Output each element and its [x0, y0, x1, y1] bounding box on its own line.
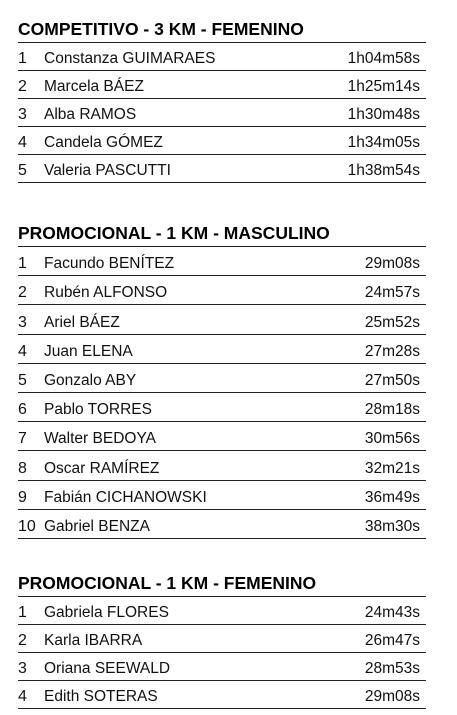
section-title: PROMOCIONAL - 1 KM - MASCULINO	[18, 223, 330, 243]
athlete-name: Oriana SEEWALD	[44, 660, 171, 677]
finish-time: 1h30m48s	[347, 106, 420, 123]
athlete-name: Rubén ALFONSO	[44, 284, 168, 302]
position: 9	[18, 488, 27, 506]
position: 8	[18, 459, 27, 477]
table-row	[18, 681, 426, 709]
table-row	[18, 247, 426, 276]
table-row	[18, 305, 426, 334]
finish-time: 28m18s	[364, 401, 420, 419]
position: 4	[18, 134, 27, 151]
finish-time: 29m08s	[364, 255, 420, 273]
section-title: PROMOCIONAL - 1 KM - FEMENINO	[18, 573, 317, 593]
athlete-name: Walter BEDOYA	[44, 430, 156, 448]
athlete-name: Gabriel BENZA	[44, 517, 150, 535]
finish-time: 1h25m14s	[347, 78, 420, 95]
position: 1	[18, 604, 27, 621]
finish-time: 38m30s	[364, 517, 420, 535]
finish-time: 25m52s	[364, 313, 420, 331]
finish-time: 26m47s	[364, 632, 420, 649]
athlete-name: Fabián CICHANOWSKI	[44, 488, 207, 506]
athlete-name: Pablo TORRES	[44, 401, 152, 419]
position: 7	[18, 430, 27, 448]
section-title: COMPETITIVO - 3 KM - FEMENINO	[18, 19, 304, 39]
table-row	[18, 510, 426, 539]
table-row	[18, 99, 426, 127]
athlete-name: Oscar RAMÍREZ	[44, 459, 160, 477]
results-table	[18, 596, 426, 709]
table-row	[18, 625, 426, 653]
finish-time: 36m49s	[364, 488, 420, 506]
finish-time: 32m21s	[364, 459, 420, 477]
position: 3	[18, 660, 27, 677]
results-section-competitivo-3km-femenino	[18, 16, 426, 183]
table-row	[18, 127, 426, 155]
finish-time: 1h34m05s	[347, 134, 420, 151]
athlete-name: Ariel BÁEZ	[44, 313, 120, 331]
athlete-name: Alba RAMOS	[44, 106, 137, 123]
position: 2	[18, 78, 27, 95]
table-row	[18, 653, 426, 681]
table-row	[18, 597, 426, 625]
finish-time: 27m50s	[364, 371, 420, 389]
table-row	[18, 155, 426, 183]
position: 3	[18, 313, 27, 331]
finish-time: 24m43s	[364, 604, 420, 621]
athlete-name: Candela GÓMEZ	[44, 134, 163, 151]
position: 3	[18, 106, 27, 123]
table-row	[18, 71, 426, 99]
table-row	[18, 481, 426, 510]
athlete-name: Constanza GUIMARAES	[44, 50, 216, 67]
finish-time: 30m56s	[364, 430, 420, 448]
finish-time: 1h04m58s	[347, 50, 420, 67]
athlete-name: Facundo BENÍTEZ	[44, 255, 175, 273]
position: 10	[18, 517, 36, 535]
results-section-promocional-1km-femenino	[18, 570, 426, 709]
table-row	[18, 393, 426, 422]
table-row	[18, 43, 426, 71]
athlete-name: Gonzalo ABY	[44, 371, 137, 389]
table-row	[18, 422, 426, 451]
finish-time: 29m08s	[364, 688, 420, 705]
position: 1	[18, 255, 27, 273]
results-table	[18, 246, 426, 539]
athlete-name: Valeria PASCUTTI	[44, 162, 171, 179]
athlete-name: Marcela BÁEZ	[44, 78, 144, 95]
results-table	[18, 42, 426, 183]
position: 4	[18, 688, 27, 705]
finish-time: 27m28s	[364, 342, 420, 360]
athlete-name: Karla IBARRA	[44, 632, 143, 649]
results-section-promocional-1km-masculino	[18, 220, 426, 539]
position: 5	[18, 371, 27, 389]
position: 2	[18, 632, 27, 649]
table-row	[18, 335, 426, 364]
finish-time: 1h38m54s	[347, 162, 420, 179]
finish-time: 28m53s	[364, 660, 420, 677]
athlete-name: Juan ELENA	[44, 342, 133, 360]
finish-time: 24m57s	[364, 284, 420, 302]
athlete-name: Gabriela FLORES	[44, 604, 169, 621]
table-row	[18, 364, 426, 393]
athlete-name: Edith SOTERAS	[44, 688, 158, 705]
position: 2	[18, 284, 27, 302]
position: 1	[18, 50, 27, 67]
position: 5	[18, 162, 27, 179]
table-row	[18, 276, 426, 305]
position: 4	[18, 342, 27, 360]
position: 6	[18, 401, 27, 419]
table-row	[18, 451, 426, 480]
